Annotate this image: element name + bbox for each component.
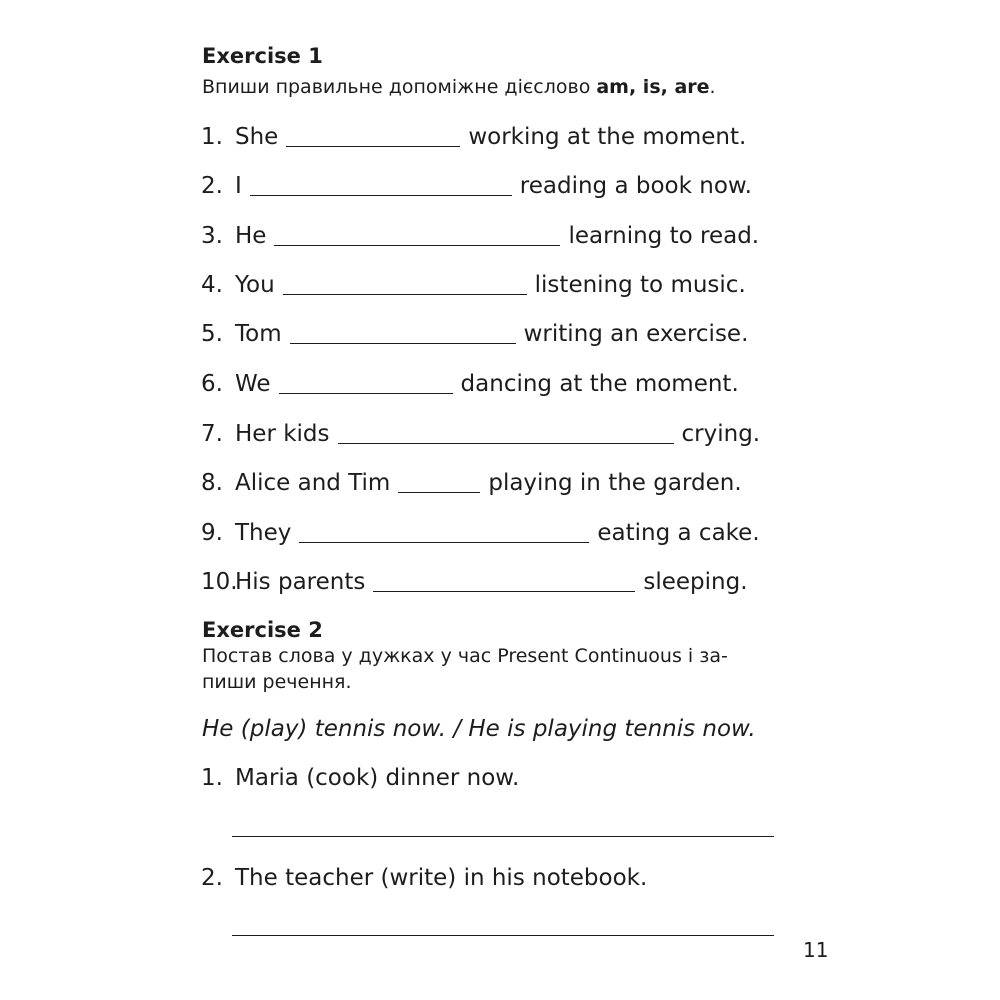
answer-line[interactable] xyxy=(232,836,774,837)
task-text: The teacher (write) in his notebook. xyxy=(235,865,648,891)
answer-blank[interactable] xyxy=(373,591,635,592)
task-number: 2. xyxy=(201,865,223,891)
item-number: 10. xyxy=(201,569,238,595)
answer-blank[interactable] xyxy=(250,195,512,196)
exercise1-item xyxy=(201,513,775,547)
item-rest: crying. xyxy=(681,421,761,447)
answer-line[interactable] xyxy=(232,935,774,936)
exercise1-item xyxy=(201,414,775,448)
item-rest: eating a cake. xyxy=(597,520,760,546)
item-number: 3. xyxy=(201,223,223,249)
item-number: 5. xyxy=(201,321,223,347)
exercise1-instruction-verbs: am, is, are xyxy=(596,76,710,98)
item-subject: Tom xyxy=(235,321,282,347)
item-rest: playing in the garden. xyxy=(488,470,742,496)
exercise1-instruction xyxy=(202,74,782,100)
item-rest: writing an exercise. xyxy=(523,321,749,347)
exercise1-item xyxy=(201,364,775,398)
exercise1-item xyxy=(201,265,775,299)
exercise2-instruction-line1: Постав слова у дужках у час Present Continuous і за- xyxy=(202,645,728,667)
example-sentence: He (play) tennis now. / He is playing tennis now. xyxy=(202,716,756,742)
item-rest: dancing at the moment. xyxy=(460,371,739,397)
answer-blank[interactable] xyxy=(398,492,480,493)
answer-blank[interactable] xyxy=(290,343,516,344)
page-number: 11 xyxy=(803,938,829,962)
item-subject: Her kids xyxy=(235,421,330,447)
item-subject: You xyxy=(235,272,275,298)
item-number: 7. xyxy=(201,421,223,447)
item-number: 8. xyxy=(201,470,223,496)
task-text: Maria (cook) dinner now. xyxy=(235,765,520,791)
item-number: 2. xyxy=(201,173,223,199)
item-number: 6. xyxy=(201,371,223,397)
item-rest: reading a book now. xyxy=(519,173,752,199)
item-subject: They xyxy=(235,520,292,546)
answer-blank[interactable] xyxy=(279,393,453,394)
answer-blank[interactable] xyxy=(274,245,560,246)
exercise1-instruction-period: . xyxy=(709,76,716,98)
item-subject: His parents xyxy=(235,569,366,595)
item-subject: He xyxy=(235,223,267,249)
item-number: 9. xyxy=(201,520,223,546)
item-rest: working at the moment. xyxy=(468,124,747,150)
item-rest: sleeping. xyxy=(643,569,748,595)
exercise1-item xyxy=(201,463,775,497)
exercise1-item xyxy=(201,314,775,348)
exercise1-item xyxy=(201,216,775,250)
task-number: 1. xyxy=(201,765,223,791)
exercise1-title: Exercise 1 xyxy=(202,44,323,68)
exercise2-task xyxy=(201,864,647,892)
item-number: 1. xyxy=(201,124,223,150)
item-subject: We xyxy=(235,371,271,397)
exercise1-item xyxy=(201,117,775,151)
item-rest: listening to music. xyxy=(534,272,746,298)
exercise1-item xyxy=(201,562,775,596)
exercise2-task xyxy=(201,764,519,792)
item-number: 4. xyxy=(201,272,223,298)
exercise2-instruction-line2: пиши речення. xyxy=(202,671,352,693)
exercise1-item xyxy=(201,166,775,200)
exercise1-instruction-text: Впиши правильне допоміжне дієслово xyxy=(202,76,591,98)
item-subject: I xyxy=(235,173,242,199)
answer-blank[interactable] xyxy=(299,542,589,543)
answer-blank[interactable] xyxy=(283,294,527,295)
answer-blank[interactable] xyxy=(286,146,460,147)
exercise2-title: Exercise 2 xyxy=(202,618,323,642)
item-rest: learning to read. xyxy=(568,223,760,249)
answer-blank[interactable] xyxy=(338,443,674,444)
item-subject: She xyxy=(235,124,279,150)
item-subject: Alice and Tim xyxy=(235,470,391,496)
